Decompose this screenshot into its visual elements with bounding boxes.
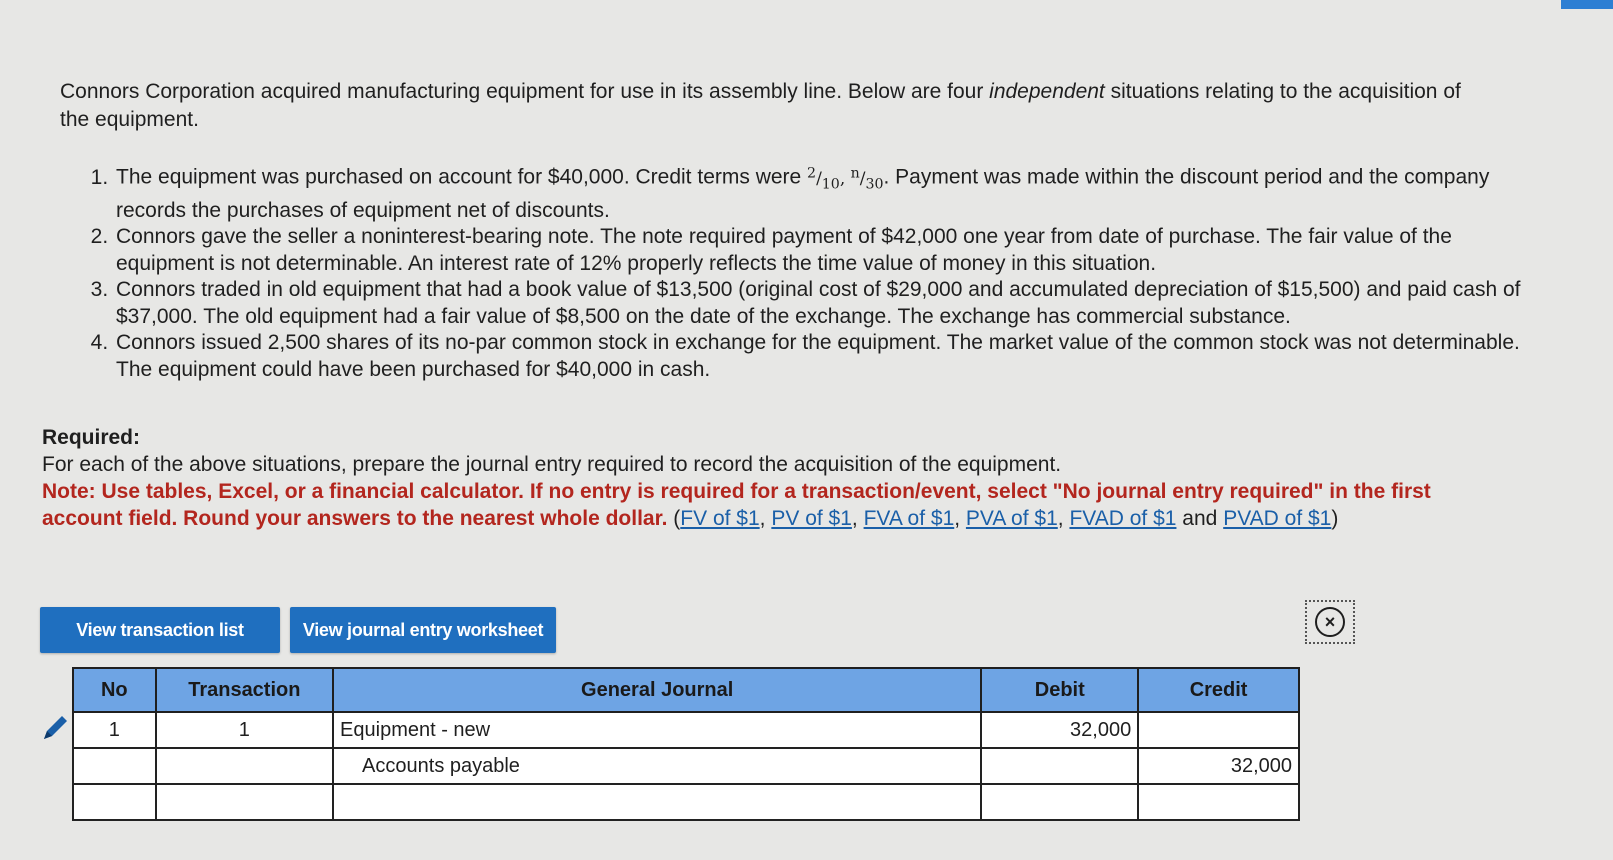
row-transaction: 1 xyxy=(156,712,333,748)
situation-3: 3. Connors traded in old equipment that had a book value of $13,500 (original cost of $29,000 and accumulated depreciation of $15,500) and paid cash of $37,000. The old equipment had a fair value of $8,500 on the date of the exchange. The exchange has commercial substance. xyxy=(114,277,1534,330)
pv-link[interactable]: PV of $1 xyxy=(771,507,852,530)
fvad-link[interactable]: FVAD of $1 xyxy=(1069,507,1177,530)
header-transaction: Transaction xyxy=(156,668,333,712)
table-row[interactable] xyxy=(73,712,1299,748)
pvad-link[interactable]: PVAD of $1 xyxy=(1223,507,1332,530)
close-button[interactable] xyxy=(1305,600,1355,644)
journal-table xyxy=(72,667,1300,821)
header-general-journal: General Journal xyxy=(333,668,981,712)
problem-intro xyxy=(60,78,1480,134)
row-account[interactable]: Equipment - new xyxy=(333,712,981,748)
pencil-icon[interactable] xyxy=(38,711,72,745)
situation-2: 2. Connors gave the seller a noninterest-bearing note. The note required payment of $42,000 one year from date of purchase. The fair value of the equipment is not determinable. An interest rate of 12% properly reflects the time value of money in this situation. xyxy=(114,224,1534,277)
table-row[interactable] xyxy=(73,784,1299,820)
header-no: No xyxy=(73,668,156,712)
intro-text-end: situations relating to the acquisition of the equipment. xyxy=(60,80,1461,131)
row-account[interactable]: Accounts payable xyxy=(333,748,981,784)
row-debit[interactable] xyxy=(981,784,1138,820)
row-transaction xyxy=(156,784,333,820)
row-transaction xyxy=(156,748,333,784)
credit-terms: $^2/_{10}$, $^n/_{30}$ xyxy=(807,165,884,193)
view-journal-entry-worksheet-button[interactable]: View journal entry worksheet xyxy=(290,607,556,653)
row-account[interactable] xyxy=(333,784,981,820)
row-credit[interactable] xyxy=(1138,784,1299,820)
fva-link[interactable]: FVA of $1 xyxy=(863,507,955,530)
view-transaction-list-button[interactable]: View transaction list xyxy=(40,607,280,653)
situation-1: 1. The equipment was purchased on account for $40,000. Credit terms were $^2/_{10}$, $^n/_{30}$. Payment was made within the discount period and the company records the purchases of equipment net of discounts. xyxy=(114,160,1534,224)
intro-text: Connors Corporation acquired manufacturing equipment for use in its assembly line. Below are four xyxy=(60,80,990,103)
required-note: Note: Use tables, Excel, or a financial calculator. If no entry is required for a transaction/event, select "No journal entry required" in the first account field. Round your answers to the nearest whole dollar. (FV of $1, PV of $1, FVA of $1, PVA of $1, FVAD of $1 and PVAD of $1) xyxy=(42,480,1431,530)
close-circle-icon: × xyxy=(1315,607,1345,637)
row-no xyxy=(73,784,156,820)
row-credit[interactable]: 32,000 xyxy=(1138,748,1299,784)
intro-emphasis: independent xyxy=(989,80,1105,103)
required-section xyxy=(42,424,1512,532)
pva-link[interactable]: PVA of $1 xyxy=(965,507,1058,530)
row-debit[interactable] xyxy=(981,748,1138,784)
header-debit: Debit xyxy=(981,668,1138,712)
table-row[interactable] xyxy=(73,748,1299,784)
fv-link[interactable]: FV of $1 xyxy=(680,507,760,530)
required-title: Required: xyxy=(42,426,141,449)
required-instruction: For each of the above situations, prepare the journal entry required to record the acquisition of the equipment. xyxy=(42,453,1062,476)
row-no: 1 xyxy=(73,712,156,748)
top-accent-bar xyxy=(1561,0,1613,9)
row-no xyxy=(73,748,156,784)
situations-list xyxy=(84,160,1534,383)
header-credit: Credit xyxy=(1138,668,1299,712)
situation-4: 4. Connors issued 2,500 shares of its no-par common stock in exchange for the equipment. The market value of the common stock was not determinable. The equipment could have been purchased for $40,000 in cash. xyxy=(114,330,1534,383)
journal-header-row xyxy=(73,668,1299,712)
row-credit[interactable] xyxy=(1138,712,1299,748)
row-debit[interactable]: 32,000 xyxy=(981,712,1138,748)
